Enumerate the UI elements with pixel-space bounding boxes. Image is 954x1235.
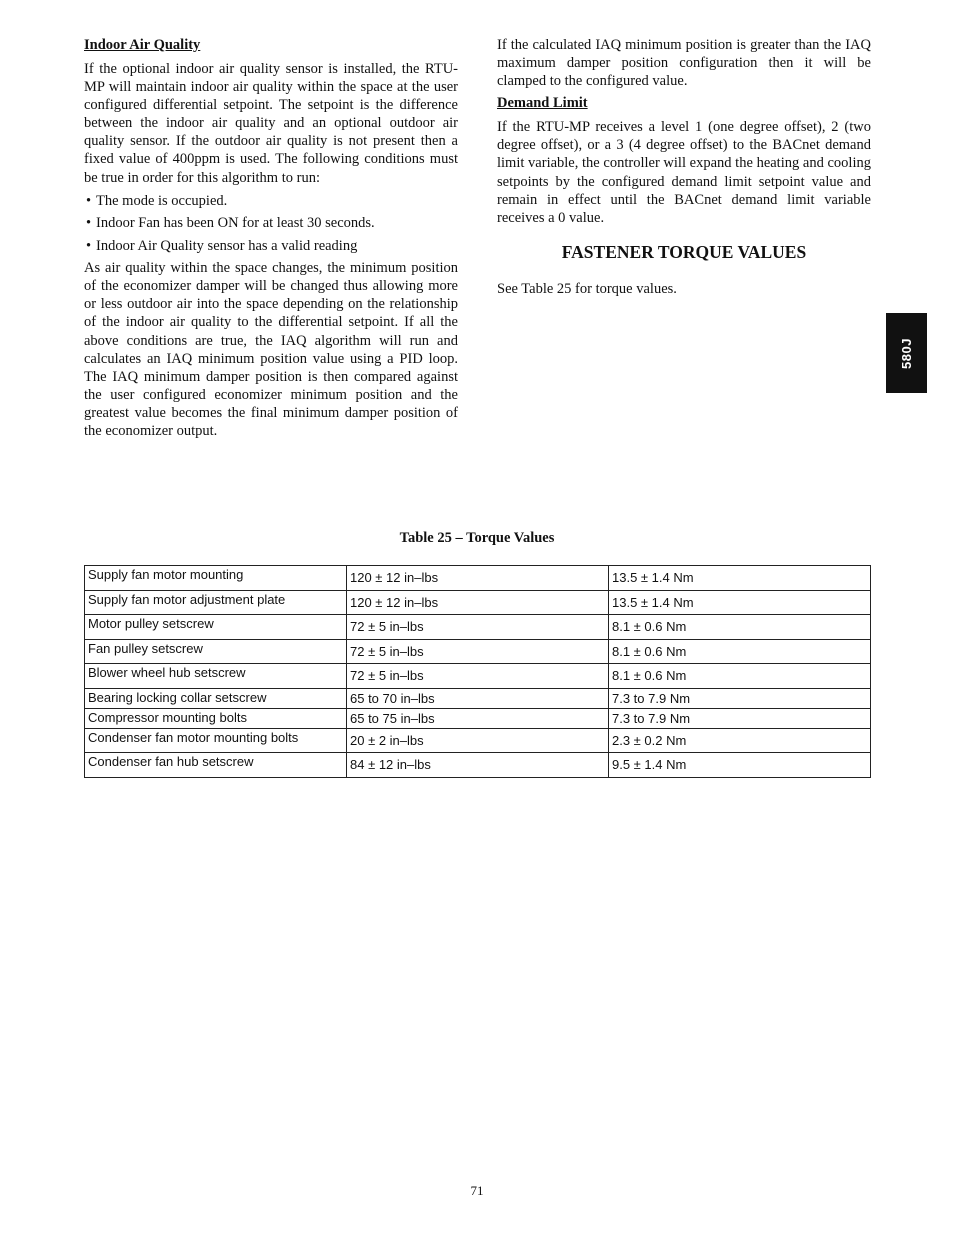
- iaq-body-paragraph: As air quality within the space changes, the minimum position of the economizer damper will be changed thus allowing more or less outdoor air into the space depending on the relationship of the indoor air quality to the differential setpoint. If all the above conditions are true, the IAQ algorithm will run and calculates an IAQ minimum position value using a PID loop. The IAQ minimum damper position is then compared against the user configured economizer minimum position and the greatest value becomes the final minimum damper position of the economizer output.: [84, 260, 458, 439]
- table-cell-fastener: Blower wheel hub setscrew: [85, 664, 347, 689]
- table-title: Table 25 – Torque Values: [399, 530, 555, 546]
- bullet-icon: •: [86, 192, 92, 209]
- demand-limit-heading: Demand Limit: [497, 95, 588, 112]
- list-item-text: Indoor Air Quality sensor has a valid reading: [96, 237, 358, 254]
- indoor-air-quality-heading: Indoor Air Quality: [84, 37, 201, 53]
- table-cell-nm: 8.1 ± 0.6 Nm: [609, 664, 871, 689]
- table-cell-in-lbs: 72 ± 5 in–lbs: [347, 639, 609, 664]
- list-item: [84, 214, 458, 232]
- table-cell-in-lbs: 20 ± 2 in–lbs: [347, 728, 609, 753]
- table-row: [85, 639, 871, 664]
- table-row: [85, 566, 871, 591]
- bullet-icon: •: [86, 215, 92, 232]
- table-cell-in-lbs: 84 ± 12 in–lbs: [347, 753, 609, 778]
- table-cell-in-lbs: 65 to 75 in–lbs: [347, 708, 609, 728]
- table-row: [85, 753, 871, 778]
- table-row: [85, 688, 871, 708]
- table-cell-in-lbs: 65 to 70 in–lbs: [347, 688, 609, 708]
- right-column: [497, 36, 871, 298]
- table-cell-fastener: Supply fan motor mounting: [85, 566, 347, 591]
- bullet-icon: •: [86, 237, 92, 254]
- table-cell-nm: 8.1 ± 0.6 Nm: [609, 639, 871, 664]
- table-cell-nm: 7.3 to 7.9 Nm: [609, 688, 871, 708]
- iaq-conditions-list: [84, 192, 458, 255]
- table-cell-in-lbs: 72 ± 5 in–lbs: [347, 664, 609, 689]
- table-cell-fastener: Condenser fan hub setscrew: [85, 753, 347, 778]
- table-cell-in-lbs: 120 ± 12 in–lbs: [347, 590, 609, 615]
- table-cell-fastener: Compressor mounting bolts: [85, 708, 347, 728]
- list-item: [84, 192, 458, 210]
- table-cell-nm: 9.5 ± 1.4 Nm: [609, 753, 871, 778]
- table-row: [85, 615, 871, 640]
- table-cell-in-lbs: 72 ± 5 in–lbs: [347, 615, 609, 640]
- table-cell-fastener: Motor pulley setscrew: [85, 615, 347, 640]
- demand-limit-paragraph: If the RTU-MP receives a level 1 (one degree offset), 2 (two degree offset), or a 3 (4 degree offset) to the BACnet demand limit variable, the controller will expand the heating and cooling setpoints by the configured demand limit setpoint value and remain in effect until the BACnet demand limit variable receives a 0 value.: [497, 119, 871, 226]
- table-row: [85, 708, 871, 728]
- list-item: [84, 237, 458, 255]
- table-cell-fastener: Condenser fan motor mounting bolts: [85, 728, 347, 753]
- model-side-tab-label: 580J: [898, 337, 914, 369]
- list-item-text: The mode is occupied.: [96, 192, 228, 209]
- table-cell-fastener: Fan pulley setscrew: [85, 639, 347, 664]
- table-row: [85, 590, 871, 615]
- table-cell-fastener: Bearing locking collar setscrew: [85, 688, 347, 708]
- table-cell-in-lbs: 120 ± 12 in–lbs: [347, 566, 609, 591]
- torque-values-table: [84, 565, 871, 778]
- left-column: [84, 36, 458, 440]
- iaq-intro-paragraph: If the optional indoor air quality sensor is installed, the RTU-MP will maintain indoor air quality within the space at the user configured differential setpoint. The setpoint is the difference between the indoor air quality and an optional outdoor air quality sensor. If the outdoor air quality is not present then a fixed value of 400ppm is used. The following conditions must be true in order for this algorithm to run:: [84, 61, 458, 186]
- table-row: [85, 664, 871, 689]
- table-cell-fastener: Supply fan motor adjustment plate: [85, 590, 347, 615]
- model-side-tab: [886, 313, 927, 393]
- page-number: 71: [470, 1183, 484, 1198]
- table-cell-nm: 7.3 to 7.9 Nm: [609, 708, 871, 728]
- iaq-continued-paragraph: If the calculated IAQ minimum position is greater than the IAQ maximum damper position configuration then it will be clamped to the configured value.: [497, 37, 871, 90]
- list-item-text: Indoor Fan has been ON for at least 30 seconds.: [96, 215, 375, 232]
- table-cell-nm: 13.5 ± 1.4 Nm: [609, 590, 871, 615]
- fastener-torque-section-title: FASTENER TORQUE VALUES: [561, 241, 807, 262]
- table-row: [85, 728, 871, 753]
- table-cell-nm: 13.5 ± 1.4 Nm: [609, 566, 871, 591]
- table-cell-nm: 8.1 ± 0.6 Nm: [609, 615, 871, 640]
- table-cell-nm: 2.3 ± 0.2 Nm: [609, 728, 871, 753]
- torque-reference-text: See Table 25 for torque values.: [497, 280, 677, 297]
